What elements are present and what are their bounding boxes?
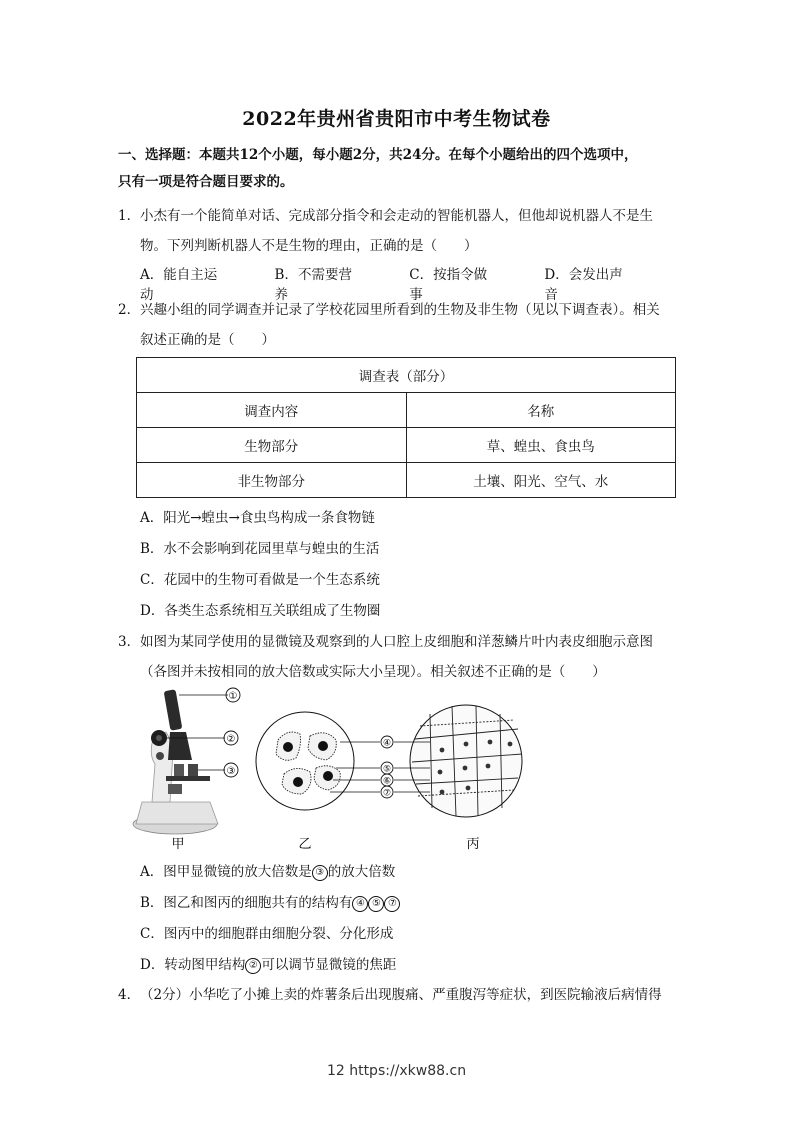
marker-2: ②: [226, 734, 236, 745]
option-a-text-end: 的放大倍数: [327, 864, 396, 880]
option-d-text-end: 可以调节显微镜的焦距: [261, 957, 397, 973]
marker-6: ⑥: [382, 776, 392, 787]
survey-table: [136, 357, 676, 498]
option-b: [140, 891, 400, 912]
question-1: [118, 201, 683, 231]
option-c: C．按指令做事: [409, 267, 488, 303]
marker-3: ③: [226, 766, 236, 777]
figure-label-yi: 乙: [298, 837, 312, 852]
option-b-marker: ⑦: [384, 896, 400, 912]
microscope-cell-figure: [130, 684, 540, 856]
cheek-cell-illustration: [256, 712, 354, 810]
section-heading: [118, 142, 688, 196]
question-text-line-1: 小杰有一个能简单对话、完成部分指令和会走动的智能机器人，但他却说机器人不是生: [140, 208, 653, 224]
option-a-text: A．图甲显微镜的放大倍数是: [140, 864, 312, 880]
option-a: [140, 860, 395, 881]
option-b: B．不需要营养: [274, 267, 352, 303]
option-c: C．花园中的生物可看做是一个生态系统: [140, 572, 380, 588]
option-d: [140, 953, 396, 974]
question-1-line-2: 物。下列判断机器人不是生物的理由，正确的是（ ）: [140, 238, 478, 254]
marker-5: ⑤: [382, 764, 392, 775]
question-text-line-1: 如图为某同学使用的显微镜及观察到的人口腔上皮细胞和洋葱鳞片叶内表皮细胞示意图: [140, 634, 653, 650]
section-line-2: 只有一项是符合题目要求的。: [118, 174, 294, 190]
question-2: [118, 295, 683, 325]
question-text-line-1: 兴趣小组的同学调查并记录了学校花园里所看到的生物及非生物（见以下调查表）。相关: [140, 302, 660, 318]
question-2-line-2: 叙述正确的是（ ）: [140, 332, 275, 348]
question-3-line-2: （各图并未按相同的放大倍数或实际大小呈现）。相关叙述不正确的是（ ）: [140, 664, 606, 680]
marker-4: ④: [382, 738, 392, 749]
microscope-illustration: [133, 689, 218, 834]
question-text-line-1: （2分）小华吃了小摊上卖的炸薯条后出现腹痛、严重腹泻等症状，到医院输液后病情得: [140, 987, 662, 1003]
option-b-marker: ④: [352, 896, 368, 912]
option-a: A．阳光→蝗虫→食虫鸟构成一条食物链: [140, 510, 375, 526]
option-b: B．水不会影响到花园里草与蝗虫的生活: [140, 541, 380, 557]
option-a-marker: ③: [312, 865, 328, 881]
table-header-cell: 调查内容: [137, 393, 407, 428]
question-number: 1．: [118, 208, 141, 224]
option-d-marker: ②: [245, 958, 261, 974]
question-4: [118, 980, 683, 1010]
section-line-1: 一、选择题：本题共12个小题，每小题2分，共24分。在每个小题给出的四个选项中，: [118, 147, 638, 163]
table-cell: 草、蝗虫、食虫鸟: [406, 428, 676, 463]
table-header-cell: 名称: [406, 393, 676, 428]
table-row: [137, 358, 676, 393]
option-d: D．会发出声音: [544, 267, 623, 303]
marker-7: ⑦: [382, 788, 392, 799]
page-title: 2022年贵州省贵阳市中考生物试卷: [242, 108, 551, 130]
option-c: C．图丙中的细胞群由细胞分裂、分化形成: [140, 926, 394, 942]
table-caption: 调查表（部分）: [137, 358, 676, 393]
question-number: 2．: [118, 302, 141, 318]
option-b-marker: ⑤: [368, 896, 384, 912]
table-row: [137, 463, 676, 498]
question-number: 4．: [118, 987, 141, 1003]
question-3: [118, 627, 683, 657]
figure-label-bing: 丙: [466, 837, 480, 852]
table-row: [137, 393, 676, 428]
option-d: D．各类生态系统相互关联组成了生物圈: [140, 603, 381, 619]
option-b-text: B．图乙和图丙的细胞共有的结构有: [140, 895, 353, 911]
marker-1: ①: [228, 691, 238, 702]
table-row: [137, 428, 676, 463]
table-cell: 非生物部分: [137, 463, 407, 498]
page-footer: 12 https://xkw88.cn: [326, 1063, 467, 1079]
question-number: 3．: [118, 634, 141, 650]
option-a: A．能自主运动: [140, 267, 218, 303]
option-d-text: D．转动图甲结构: [140, 957, 246, 973]
onion-cell-illustration: [410, 705, 522, 817]
table-cell: 生物部分: [137, 428, 407, 463]
figure-label-jia: 甲: [171, 837, 185, 852]
table-cell: 土壤、阳光、空气、水: [406, 463, 676, 498]
